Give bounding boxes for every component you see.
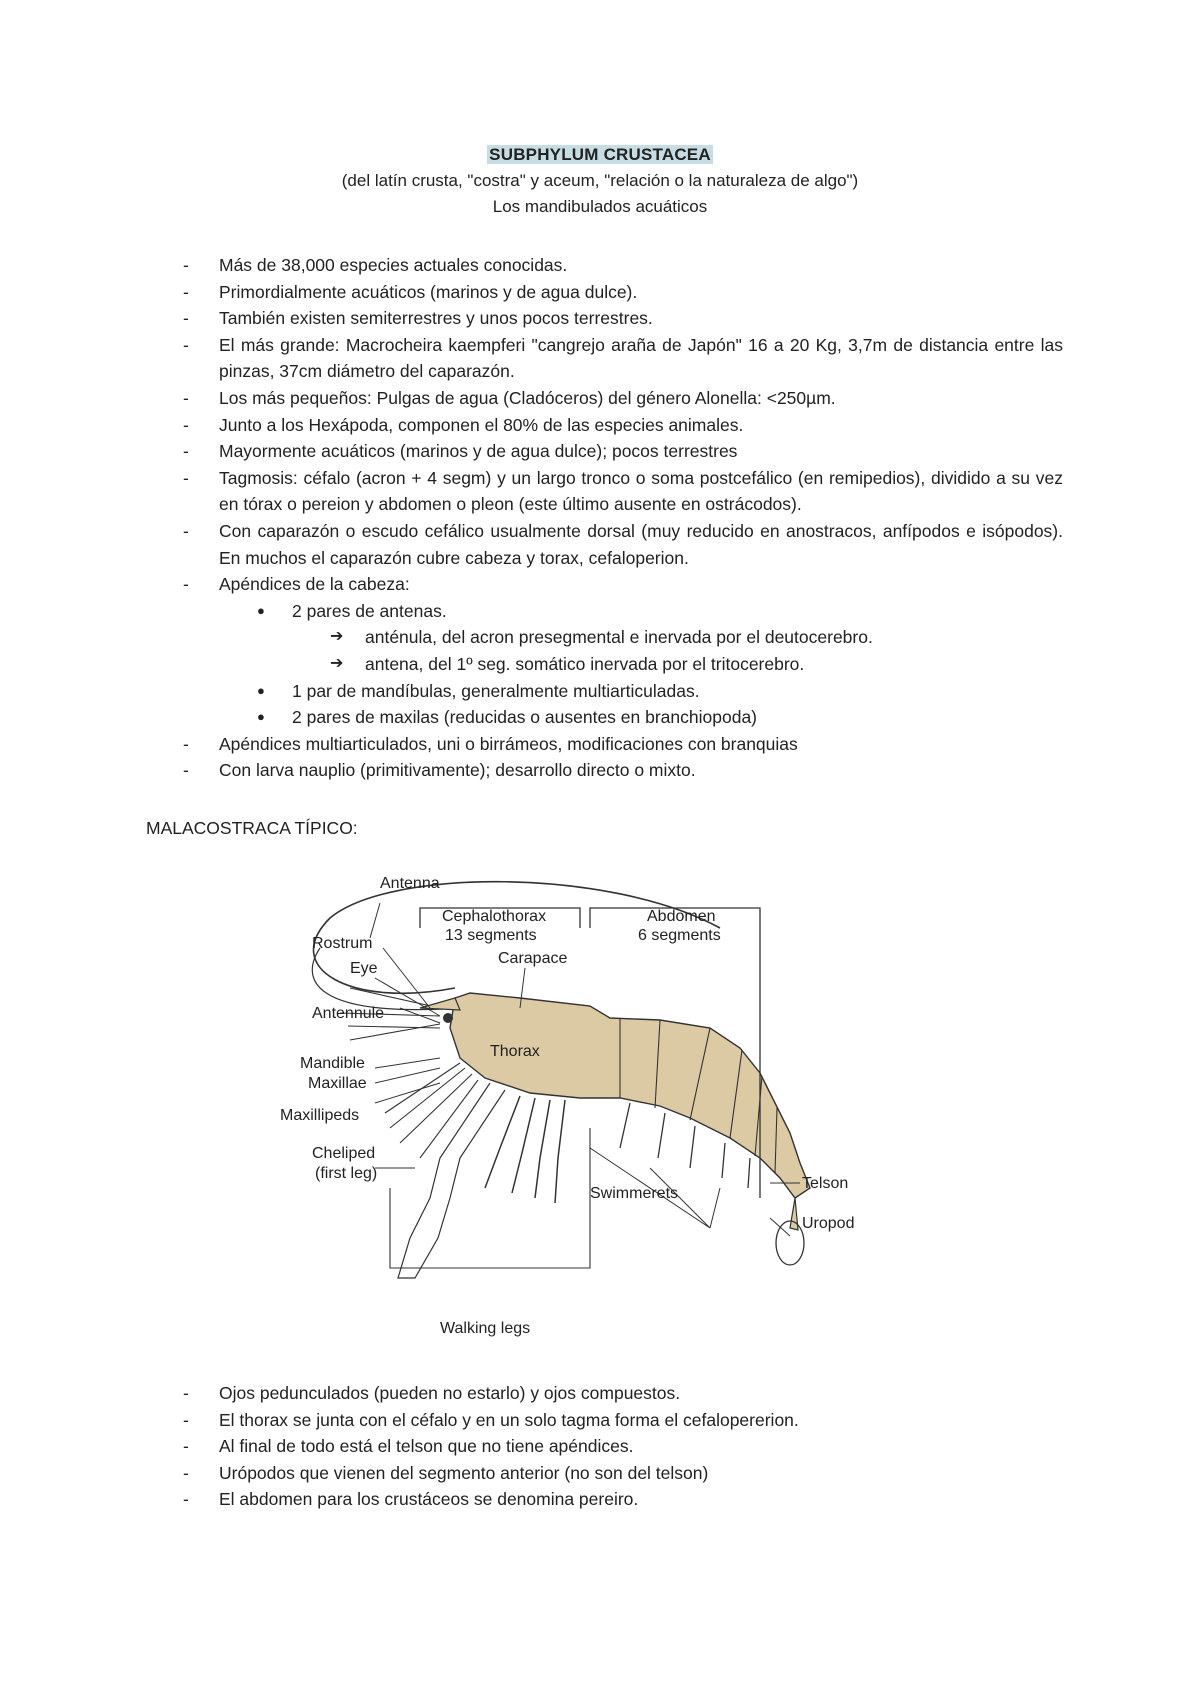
subtitle: Los mandibulados acuáticos [492, 197, 708, 216]
sub-sub-list-item: ➔ anténula, del acron presegmental e inervada por el deutocerebro. [0, 624, 1200, 651]
label-carapace: Carapace [498, 950, 568, 967]
body-shape [450, 993, 810, 1198]
dash-marker: - [183, 414, 189, 435]
dash-marker: - [183, 1462, 189, 1483]
label-abd-segments: 6 segments [638, 927, 721, 944]
dash-marker: - [183, 520, 189, 541]
etymology: (del latín crusta, "costra" y aceum, "relación o la naturaleza de algo") [341, 171, 859, 190]
dash-marker: - [183, 1436, 189, 1457]
dash-marker: - [183, 1383, 189, 1403]
list-item: - Mayormente acuáticos (marinos y de agua dulce); pocos terrestres [0, 438, 1200, 465]
label-first-leg: (first leg) [315, 1165, 378, 1182]
label-walking-legs: Walking legs [440, 1320, 531, 1337]
label-antennule: Antennule [312, 1005, 385, 1022]
sub-list-item: ● 2 pares de antenas. [0, 598, 1200, 625]
malacostraca-diagram [280, 858, 930, 1348]
list-item: - Primordialmente acuáticos (marinos y de agua dulce). [0, 279, 1200, 306]
list-item: - Los más pequeños: Pulgas de agua (Cladóceros) del género Alonella: <250µm. [0, 385, 1200, 412]
walking-leg-lines [485, 1096, 565, 1203]
bullet-marker: ● [257, 602, 265, 618]
label-telson: Telson [802, 1175, 849, 1192]
label-maxillae: Maxillae [308, 1075, 367, 1092]
list-item: - Con caparazón o escudo cefálico usualmente dorsal (muy reducido en anostracos, anfípodos e isópodos). En muchos el caparazón cubre cabeza y torax, cefaloperion. [0, 518, 1200, 571]
dash-marker: - [183, 574, 189, 595]
dash-marker: - [183, 308, 189, 329]
title-block [0, 142, 1200, 220]
dash-marker: - [183, 733, 189, 754]
label-abdomen: Abdomen [647, 908, 716, 925]
telson-shape [790, 1198, 798, 1230]
dash-marker: - [183, 1409, 189, 1430]
label-mandible: Mandible [300, 1055, 365, 1072]
label-eye: Eye [350, 960, 378, 977]
label-maxillipeds: Maxillipeds [280, 1107, 360, 1124]
page-title: SUBPHYLUM CRUSTACEA [489, 145, 711, 164]
label-uropod: Uropod [802, 1215, 855, 1232]
label-antenna: Antenna [380, 875, 440, 892]
bullet-marker: ● [257, 709, 265, 725]
list-item: - También existen semiterrestres y unos pocos terrestres. [0, 305, 1200, 332]
label-rostrum: Rostrum [312, 935, 373, 952]
list-item: - Con larva nauplio (primitivamente); desarrollo directo o mixto. [0, 757, 1200, 784]
list-item: - Más de 38,000 especies actuales conocidas. [0, 252, 1200, 279]
label-swimmerets: Swimmerets [590, 1185, 679, 1202]
arrow-icon: ➔ [330, 628, 344, 646]
list-item: - Apéndices multiarticulados, uni o birrámeos, modificaciones con branquias [0, 731, 1200, 758]
list-item: - Junto a los Hexápoda, componen el 80% de las especies animales. [0, 412, 1200, 439]
label-thorax: Thorax [490, 1043, 540, 1060]
sub-list-item: ● 2 pares de maxilas (reducidas o ausentes en branchiopoda) [0, 704, 1200, 731]
list-item: - Apéndices de la cabeza: [0, 571, 1200, 598]
label-cephalothorax: Cephalothorax [442, 908, 547, 925]
arrow-icon: ➔ [330, 654, 344, 672]
list-item: - Urópodos que vienen del segmento anterior (no son del telson) [0, 1460, 1200, 1487]
list-item: - Al final de todo está el telson que no tiene apéndices. [0, 1433, 1200, 1460]
list-item: - El abdomen para los crustáceos se denomina pereiro. [0, 1486, 1200, 1513]
list-item: - El más grande: Macrocheira kaempferi "cangrejo araña de Japón" 16 a 20 Kg, 3,7m de distancia entre las pinzas, 37cm diámetro del caparazón. [0, 332, 1200, 385]
list-item: - Tagmosis: céfalo (acron + 4 segm) y un largo tronco o soma postcefálico (en remipedios), dividido a su vez en tórax o pereion y abdomen o pleon (este último ausente en ostrácodos). [0, 465, 1200, 518]
label-ceph-segments: 13 segments [445, 927, 537, 944]
bullet-marker: ● [257, 682, 265, 698]
list-item: - El thorax se junta con el céfalo y en un solo tagma forma el cefalopererion. [0, 1407, 1200, 1434]
sub-list-item: ● 1 par de mandíbulas, generalmente multiarticuladas. [0, 678, 1200, 705]
list-item: - Ojos pedunculados (pueden no estarlo) y ojos compuestos. [0, 1380, 1200, 1407]
dash-marker: - [183, 467, 189, 488]
bullet-list-top [0, 252, 1200, 784]
dash-marker: - [183, 441, 189, 462]
cheliped-shape [398, 1083, 505, 1278]
bullet-list-bottom [0, 1380, 1200, 1513]
dash-marker: - [183, 1489, 189, 1510]
eye-shape [443, 1013, 453, 1023]
section-title: MALACOSTRACA TÍPICO: [146, 818, 358, 838]
sub-sub-list-item: ➔ antena, del 1º seg. somático inervada por el tritocerebro. [0, 651, 1200, 678]
dash-marker: - [183, 255, 189, 275]
dash-marker: - [183, 334, 189, 355]
label-cheliped: Cheliped [312, 1145, 376, 1162]
dash-marker: - [183, 387, 189, 408]
dash-marker: - [183, 281, 189, 302]
dash-marker: - [183, 760, 189, 781]
